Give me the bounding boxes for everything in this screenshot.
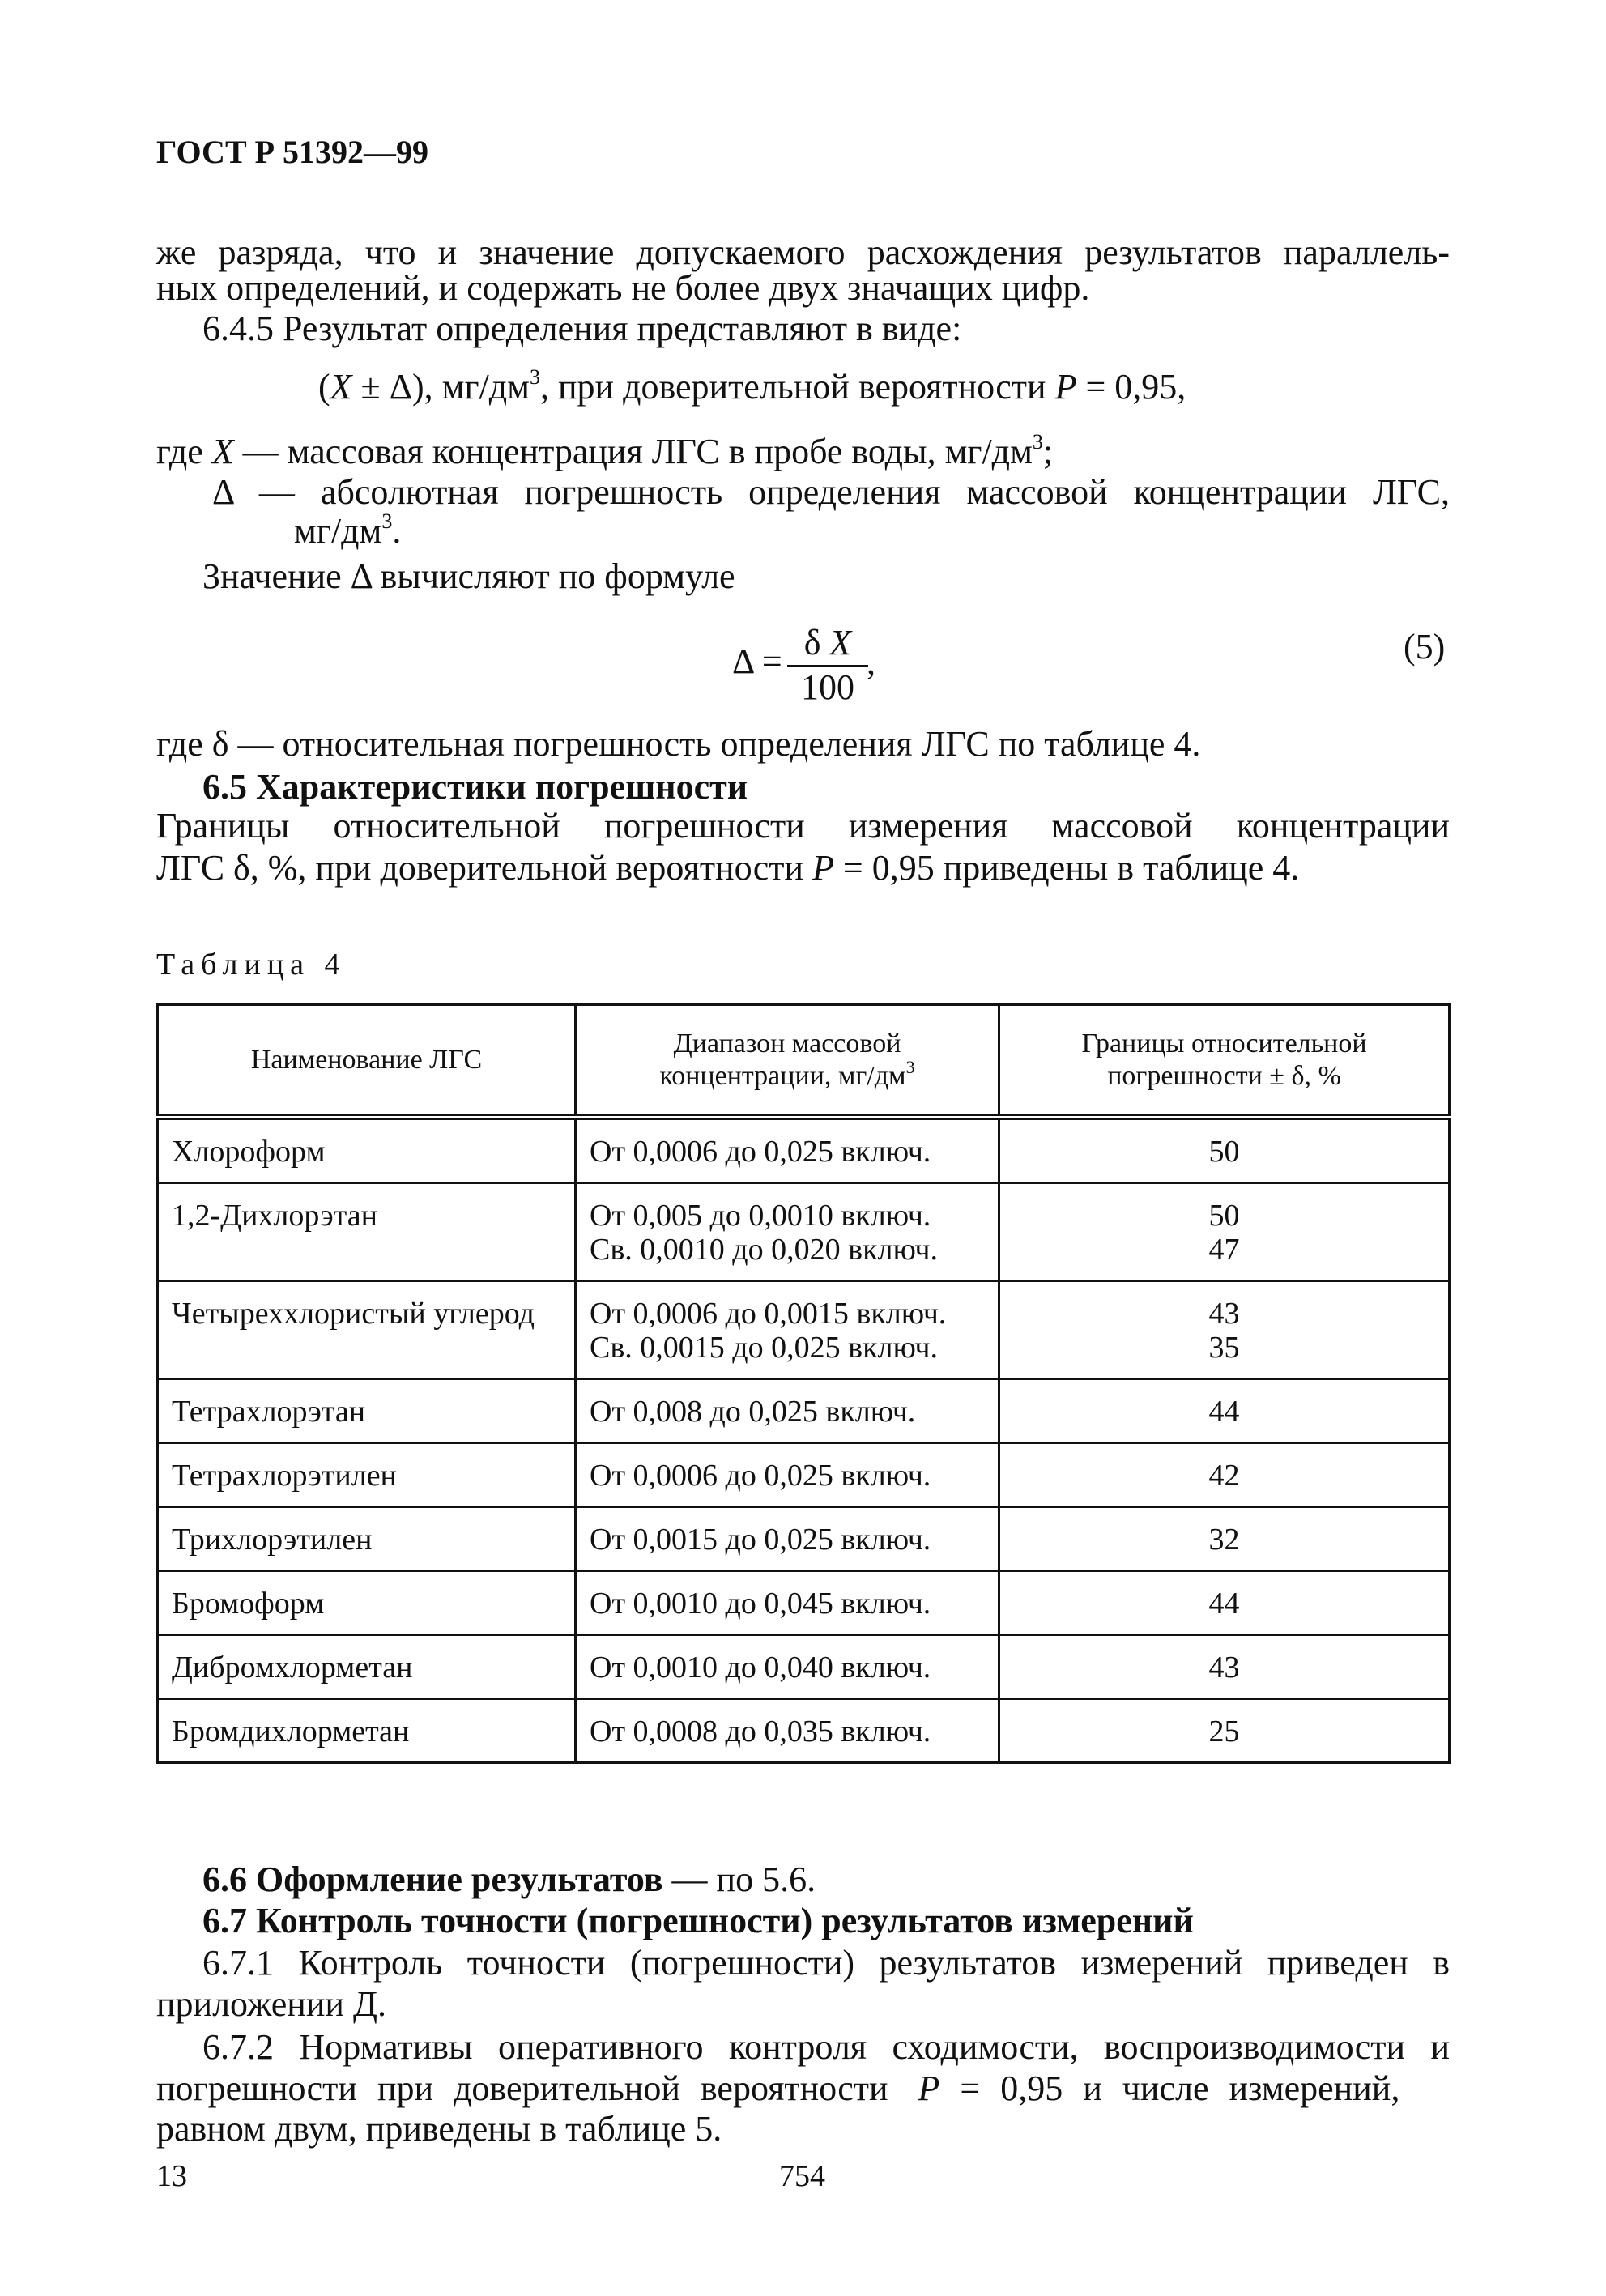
formula-comma: , xyxy=(867,642,875,682)
table-row xyxy=(158,1507,1450,1571)
concentration-range: От 0,0015 до 0,025 включ. xyxy=(576,1507,999,1571)
substance-name: Тетрахлорэтан xyxy=(158,1379,576,1443)
table-caption: Таблица 4 xyxy=(156,948,347,982)
table-row xyxy=(158,1281,1450,1379)
result-formula: (X ± Δ), $мг/дм^3$, при доверительной вероятности P = 0,95, xyxy=(318,365,1186,407)
concentration-range: От 0,005 до 0,0010 включ. Св. 0,0010 до 0,020 включ. xyxy=(576,1183,999,1281)
concentration-range: От 0,0010 до 0,040 включ. xyxy=(576,1635,999,1699)
error-limit: 43 35 xyxy=(999,1281,1450,1379)
substance-name: Четыреххлористый углерод xyxy=(158,1281,576,1379)
substance-name: Бромдихлорметан xyxy=(158,1699,576,1763)
error-limit: 50 47 xyxy=(999,1183,1450,1281)
substance-name: Тетрахлорэтилен xyxy=(158,1443,576,1507)
error-limit: 32 xyxy=(999,1507,1450,1571)
table-row xyxy=(158,1118,1450,1183)
error-limit: 43 xyxy=(999,1635,1450,1699)
table-row xyxy=(158,1443,1450,1507)
error-limit: 25 xyxy=(999,1699,1450,1763)
error-limit: 44 xyxy=(999,1379,1450,1443)
formula-intro: Значение Δ вычисляют по формуле xyxy=(202,556,735,596)
clause-6-7-1-line: 6.7.1 Контроль точности (погрешности) результатов измерений приведен в xyxy=(202,1943,1450,1983)
section-6-5-title: 6.5 Характеристики погрешности xyxy=(202,767,748,807)
fraction-numerator: δ X xyxy=(787,622,868,667)
section-6-7-title: 6.7 Контроль точности (погрешности) результатов измерений xyxy=(202,1901,1194,1940)
paragraph-line: же разряда, что и значение допускаемого расхождения результатов параллель- xyxy=(156,232,1450,272)
sheet-number: 754 xyxy=(779,2159,825,2193)
formula-number: (5) xyxy=(1404,627,1446,667)
substance-name: 1,2-Дихлорэтан xyxy=(158,1183,576,1281)
formula-fraction xyxy=(787,622,868,708)
concentration-range: От 0,008 до 0,025 включ. xyxy=(576,1379,999,1443)
section-6-6: 6.6 Оформление результатов — по 5.6. xyxy=(202,1859,816,1899)
clause-6-4-5: 6.4.5 Результат определения представляют в виде: xyxy=(202,309,962,348)
page-number: 13 xyxy=(156,2159,187,2193)
paragraph-line: ных определений, и содержать не более двух значащих цифр. xyxy=(156,268,1090,308)
clause-6-7-2-line: 6.7.2 Нормативы оперативного контроля сходимости, воспроизводимости и xyxy=(202,2027,1450,2067)
table-row xyxy=(158,1183,1450,1281)
table-row xyxy=(158,1379,1450,1443)
table-row xyxy=(158,1699,1450,1763)
table-header-cell: Наименование ЛГС xyxy=(158,1005,576,1118)
document-header: ГОСТ Р 51392—99 xyxy=(156,134,429,170)
clause-6-7-2-line: погрешности при доверительной вероятности P = 0,95 и числе измерений, xyxy=(156,2068,1400,2108)
concentration-range: От 0,0008 до 0,035 включ. xyxy=(576,1699,999,1763)
where-x-definition: где X — массовая концентрация ЛГС в пробе воды, $мг/дм^3$; xyxy=(156,430,1054,471)
where-delta-definition: где δ — относительная погрешность определения ЛГС по таблице 4. xyxy=(156,724,1201,764)
table-row xyxy=(158,1571,1450,1635)
substance-name: Бромоформ xyxy=(158,1571,576,1635)
table-row xyxy=(158,1635,1450,1699)
substance-name: Дибромхлорметан xyxy=(158,1635,576,1699)
table-header-cell: Границы относительной погрешности ± δ, % xyxy=(999,1005,1450,1118)
fraction-denominator: 100 xyxy=(801,667,854,707)
substance-name: Хлороформ xyxy=(158,1118,576,1183)
table-header-cell: Диапазон массовой концентрации, $мг/дм^3$ xyxy=(576,1005,999,1118)
delta-definition-unit: $мг/дм^3$. xyxy=(294,509,402,551)
concentration-range: От 0,0010 до 0,045 включ. xyxy=(576,1571,999,1635)
delta-definition-line: Δ — абсолютная погрешность определения массовой концентрации ЛГС, xyxy=(212,472,1450,512)
concentration-range: От 0,0006 до 0,025 включ. xyxy=(576,1443,999,1507)
clause-6-7-2-line: равном двум, приведены в таблице 5. xyxy=(156,2109,722,2149)
substance-name: Трихлорэтилен xyxy=(158,1507,576,1571)
formula-lhs: Δ = xyxy=(732,641,782,681)
clause-6-7-1-line: приложении Д. xyxy=(156,1984,386,2024)
error-limit: 42 xyxy=(999,1443,1450,1507)
table-4 xyxy=(156,1003,1451,1764)
concentration-range: От 0,0006 до 0,025 включ. xyxy=(576,1118,999,1183)
section-6-5-line: ЛГС δ, %, при доверительной вероятности P = 0,95 приведены в таблице 4. xyxy=(156,848,1300,888)
section-6-5-line: Границы относительной погрешности измерения массовой концентрации xyxy=(156,806,1450,846)
concentration-range: От 0,0006 до 0,0015 включ. Св. 0,0015 до 0,025 включ. xyxy=(576,1281,999,1379)
error-limit: 50 xyxy=(999,1118,1450,1183)
error-limit: 44 xyxy=(999,1571,1450,1635)
